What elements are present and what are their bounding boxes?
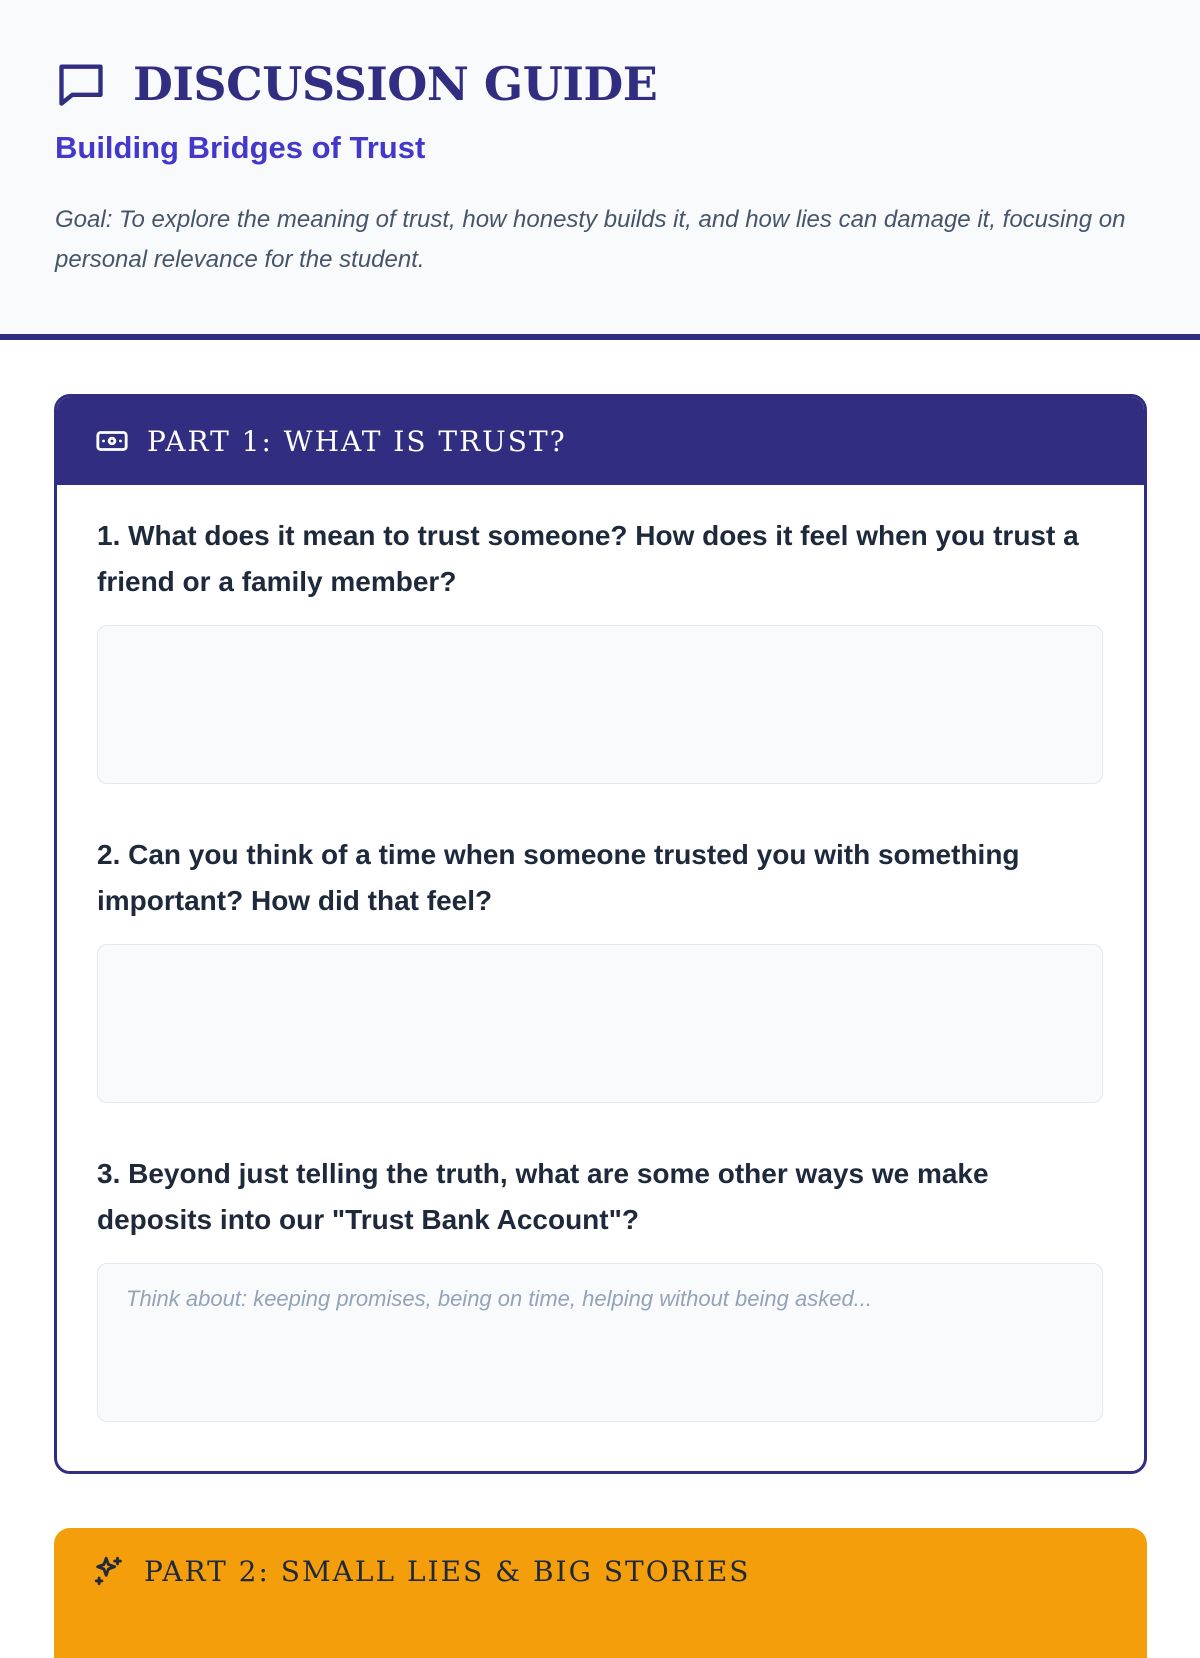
title-row [55,58,657,110]
question-list [57,485,1144,1422]
page-subtitle: Building Bridges of Trust [55,130,426,165]
answer-field[interactable] [97,944,1103,1103]
page-header [0,0,1200,340]
part-1-header [57,397,1144,485]
page-title: DISCUSSION GUIDE [133,57,658,111]
question-text: 2. Can you think of a time when someone trusted you with something important? How did that feel? [97,839,1020,916]
part-2-title: PART 2: SMALL LIES & BIG STORIES [144,1554,751,1588]
question-text: 1. What does it mean to trust someone? How does it feel when you trust a friend or a family member? [97,520,1079,597]
answer-field[interactable] [97,1263,1103,1422]
part-2-section [54,1528,1147,1658]
chat-bubble-icon [55,58,107,110]
sparkles-icon [92,1554,126,1588]
goal-statement: Goal: To explore the meaning of trust, how honesty builds it, and how lies can damage it, focusing on personal relevance for the student. [55,206,1126,273]
answer-field[interactable] [97,625,1103,784]
question-item [97,832,1104,1103]
part-1-title: PART 1: WHAT IS TRUST? [147,424,567,458]
question-text: 3. Beyond just telling the truth, what are some other ways we make deposits into our "Trust Bank Account"? [97,1158,989,1235]
question-item [97,513,1104,784]
part-1-section [54,394,1147,1474]
question-item [97,1151,1104,1422]
part-2-header [54,1528,1147,1614]
money-icon [95,424,129,458]
